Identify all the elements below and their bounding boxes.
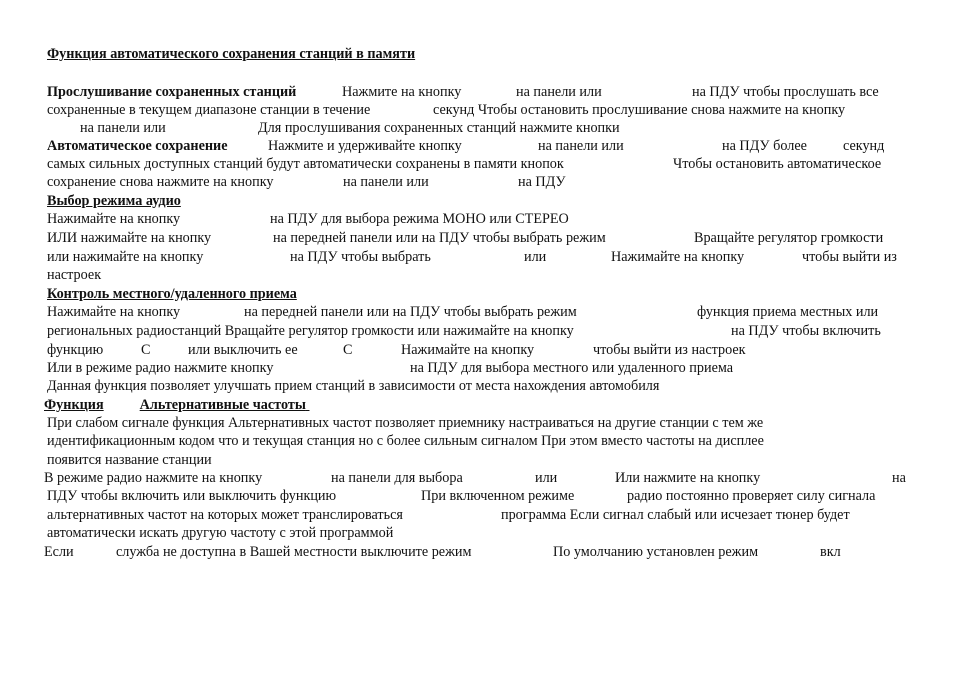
s1-text: секунд Чтобы остановить прослушивание снова нажмите на кнопку bbox=[433, 102, 846, 118]
s5-text: появится название станции bbox=[47, 452, 212, 468]
s1-text: на панели или bbox=[80, 120, 166, 136]
s5-text: вкл bbox=[820, 544, 841, 560]
s1-text: Для прослушивания сохраненных станций нажмите кнопки bbox=[258, 120, 620, 136]
s3-text: Вращайте регулятор громкости bbox=[694, 230, 884, 246]
s2-text: Чтобы остановить автоматическое bbox=[673, 156, 882, 172]
page-title: Функция автоматического сохранения станций в памяти bbox=[47, 46, 416, 62]
s3-text: или нажимайте на кнопку bbox=[47, 249, 204, 265]
s5-text: служба не доступна в Вашей местности выключите режим bbox=[116, 544, 472, 560]
s4-text: Нажимайте на кнопку bbox=[47, 304, 181, 320]
s4-text: Данная функция позволяет улучшать прием станций в зависимости от места нахождения автомобиля bbox=[47, 378, 660, 394]
s1-text: на панели или bbox=[516, 84, 602, 100]
s2-text: на ПДУ более bbox=[722, 138, 807, 154]
s2-text: на панели или bbox=[343, 174, 429, 190]
s4-text: на ПДУ для выбора местного или удаленного приема bbox=[410, 360, 734, 376]
s1-text: на ПДУ чтобы прослушать все bbox=[692, 84, 879, 100]
s4-text: функция приема местных или bbox=[697, 304, 879, 320]
s4-text: Нажимайте на кнопку bbox=[401, 342, 535, 358]
s2-text: сохранение снова нажмите на кнопку bbox=[47, 174, 274, 190]
s5-text: альтернативных частот на которых может транслироваться bbox=[47, 507, 403, 523]
s5-text: или bbox=[535, 470, 558, 486]
s1-text: сохраненные в текущем диапазоне станции в течение bbox=[47, 102, 371, 118]
s4-text: Или в режиме радио нажмите кнопку bbox=[47, 360, 274, 376]
s4-text: на ПДУ чтобы включить bbox=[731, 323, 881, 339]
s5-text: По умолчанию установлен режим bbox=[553, 544, 759, 560]
s3-text: ИЛИ нажимайте на кнопку bbox=[47, 230, 212, 246]
s3-text: чтобы выйти из bbox=[802, 249, 897, 265]
s2-text: на ПДУ bbox=[518, 174, 566, 190]
s5-heading bbox=[44, 396, 342, 414]
s5-heading-b: Альтернативные частоты bbox=[139, 397, 306, 413]
s4-text: С bbox=[343, 342, 353, 358]
s3-text: настроек bbox=[47, 267, 102, 283]
s5-text: на bbox=[892, 470, 906, 486]
s3-heading: Выбор режима аудио bbox=[47, 193, 181, 209]
s5-text: При слабом сигнале функция Альтернативных частот позволяет приемнику настраиваться на другие станции с тем же bbox=[47, 415, 764, 431]
s5-text: В режиме радио нажмите на кнопку bbox=[44, 470, 263, 486]
s1-line-1 bbox=[47, 83, 296, 101]
s4-text: или выключить ее bbox=[188, 342, 298, 358]
s4-text: чтобы выйти из настроек bbox=[593, 342, 746, 358]
s1-text: Нажмите на кнопку bbox=[342, 84, 462, 100]
s3-text: Нажимайте на кнопку bbox=[611, 249, 745, 265]
s5-text: идентификационным кодом что и текущая станция но с более сильным сигналом При этом вместо частоты на дисплее bbox=[47, 433, 764, 449]
s4-text: функцию bbox=[47, 342, 104, 358]
s5-text: на панели для выбора bbox=[331, 470, 463, 486]
s4-text: на передней панели или на ПДУ чтобы выбрать режим bbox=[244, 304, 577, 320]
s5-text: радио постоянно проверяет силу сигнала bbox=[627, 488, 876, 504]
s5-text: программа Если сигнал слабый или исчезает тюнер будет bbox=[501, 507, 850, 523]
s2-text: самых сильных доступных станций будут автоматически сохранены в памяти кнопок bbox=[47, 156, 564, 172]
s1-heading: Прослушивание сохраненных станций bbox=[47, 84, 297, 100]
s5-text: При включенном режиме bbox=[421, 488, 575, 504]
s4-heading: Контроль местного/удаленного приема bbox=[47, 286, 297, 302]
s2-text: Нажмите и удерживайте кнопку bbox=[268, 138, 462, 154]
s5-heading-a: Функция bbox=[44, 397, 104, 413]
s3-text: Нажимайте на кнопку bbox=[47, 211, 181, 227]
s5-text: Или нажмите на кнопку bbox=[615, 470, 761, 486]
s5-text: Если bbox=[44, 544, 74, 560]
s2-text: на панели или bbox=[538, 138, 624, 154]
s3-text: или bbox=[524, 249, 547, 265]
s3-text: на ПДУ для выбора режима МОНО или СТЕРЕО bbox=[270, 211, 569, 227]
s5-text: ПДУ чтобы включить или выключить функцию bbox=[47, 488, 337, 504]
s3-text: на передней панели или на ПДУ чтобы выбрать режим bbox=[273, 230, 606, 246]
s3-text: на ПДУ чтобы выбрать bbox=[290, 249, 431, 265]
s4-text: региональных радиостанций Вращайте регулятор громкости или нажимайте на кнопку bbox=[47, 323, 574, 339]
s4-text: С bbox=[141, 342, 151, 358]
s5-text: автоматически искать другую частоту с этой программой bbox=[47, 525, 394, 541]
s2-text: секунд bbox=[843, 138, 885, 154]
s2-heading: Автоматическое сохранение bbox=[47, 138, 228, 154]
